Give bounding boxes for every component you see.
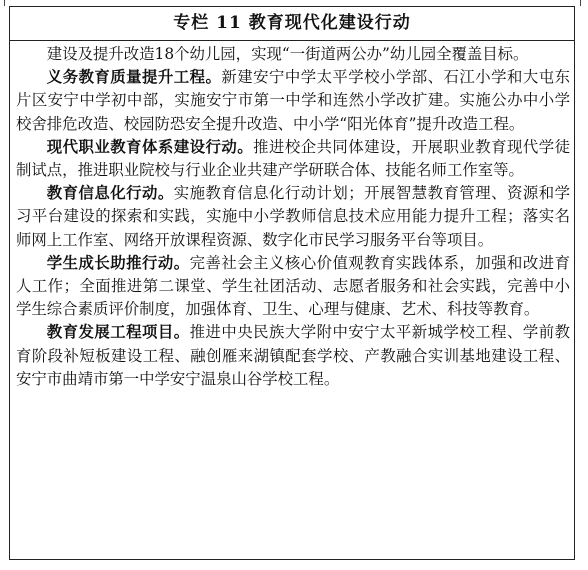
paragraph-text: 推进校企共同体建设，开展职业教育现代学徒制试点，推进职业院校与行业企业共建产学研联合体、技能名师工作室等。: [16, 137, 570, 180]
paragraph-intro: [16, 43, 570, 66]
column-content: [10, 41, 574, 391]
paragraph-student-growth: [16, 252, 570, 322]
paragraph-lead: 教育信息化行动。: [46, 184, 174, 203]
corner-mark-right: [580, 0, 581, 6]
paragraph-text: 新建安宁中学太平学校小学部、石江小学和大屯东片区安宁中学初中部，实施安宁市第一中学和连然小学改扩建。实施公办中小学校舍排危改造、校园防恐安全提升改造、中小学“阳光体育”提升改造工程。: [16, 68, 570, 133]
paragraph-lead: 学生成长助推行动。: [46, 253, 190, 272]
paragraph-lead: 现代职业教育体系建设行动。: [46, 137, 254, 156]
paragraph-text: 实施教育信息化行动计划；开展智慧教育管理、资源和学习平台建设的探索和实践，实施中小学教师信息技术应用能力提升工程；落实名师网上工作室、网络开放课程资源、数字化市民学习服务平台等项目。: [16, 184, 570, 249]
column-title: 专栏 11 教育现代化建设行动: [10, 7, 574, 41]
column-box: [9, 6, 575, 560]
paragraph-lead: 义务教育质量提升工程。: [46, 68, 222, 87]
corner-mark-left: [4, 0, 5, 6]
paragraph-text: 推进中央民族大学附中安宁太平新城学校工程、学前教育阶段补短板建设工程、融创雁来湖镇配套学校、产教融合实训基地建设工程、安宁市曲靖市第一中学安宁温泉山谷学校工程。: [16, 323, 570, 388]
paragraph-lead: 教育发展工程项目。: [46, 323, 190, 342]
paragraph-text: 建设及提升改造18个幼儿园，实现“一街道两公办”幼儿园全覆盖目标。: [46, 45, 529, 63]
paragraph-vocational-education: [16, 136, 570, 182]
paragraph-compulsory-education: [16, 66, 570, 136]
paragraph-education-informatization: [16, 182, 570, 252]
paragraph-development-projects: [16, 321, 570, 391]
paragraph-text: 完善社会主义核心价值观教育实践体系，加强和改进育人工作；全面推进第二课堂、学生社团活动、志愿者服务和社会实践，完善中小学生综合素质评价制度，加强体育、卫生、心理与健康、艺术、科技等教育。: [16, 253, 570, 319]
